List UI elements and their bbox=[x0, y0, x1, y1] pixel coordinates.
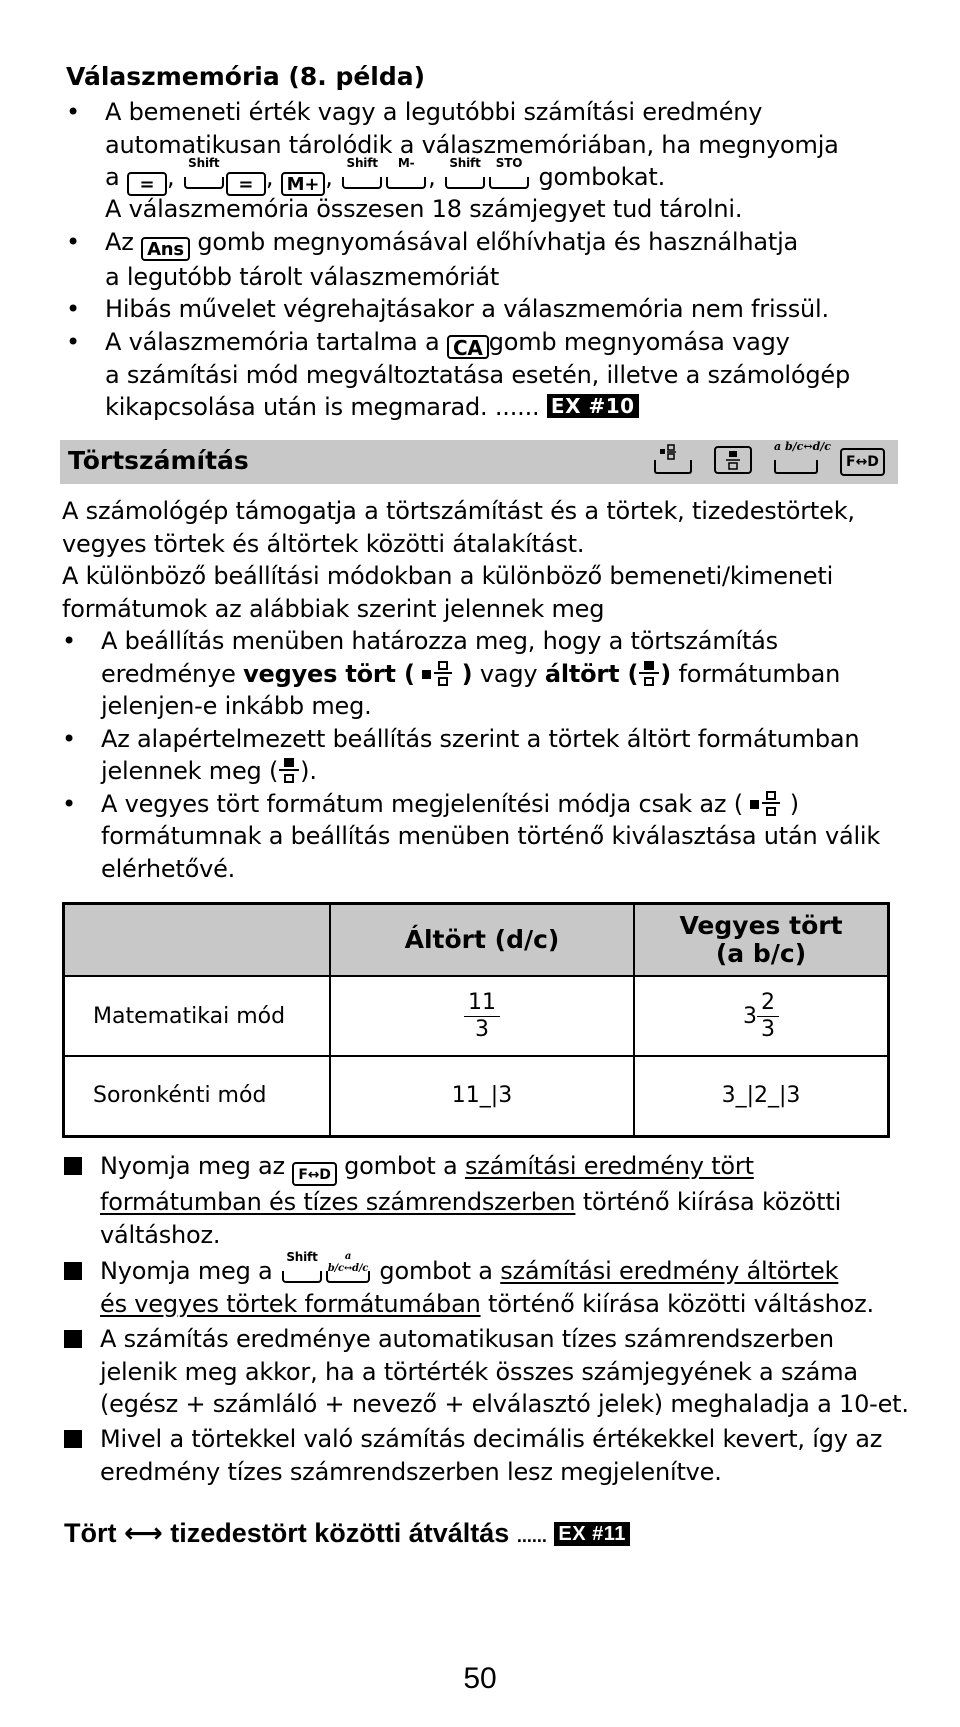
key-sequence-line: a = , Shift = , M+ , Shift M- , Shift STO gombokat. bbox=[105, 156, 666, 195]
note-marker bbox=[64, 1262, 82, 1280]
m-minus-key: M- bbox=[386, 163, 426, 189]
section-header-bar bbox=[60, 440, 898, 484]
sto-key: STO bbox=[489, 163, 529, 189]
double-arrow-icon: ⟷ bbox=[124, 1518, 163, 1549]
improper-fraction-symbol-icon bbox=[638, 660, 660, 688]
fractions-intro: A számológép támogatja a törtszámítást és a törtek, tizedestörtek, vegyes törtek és áltörtek közötti átalakítást. A különböző beállítási módokban a különböző bemeneti/kimeneti formátumok az alábbiak szerint jelennek meg bbox=[62, 497, 855, 623]
list-item: • A válaszmemória tartalma a CA gomb megnyomása vagy a számítási mód megváltoztatása esetén, illetve a számológép kikapcsolása után is megmarad. ...... EX #10 bbox=[66, 326, 906, 424]
abc-dc-key: a b/c↔d/c bbox=[326, 1257, 370, 1283]
section-title-fractions: Törtszámítás bbox=[68, 446, 249, 475]
note-marker bbox=[64, 1330, 82, 1348]
f-d-key: F↔D bbox=[292, 1162, 336, 1186]
header-key-icons bbox=[654, 440, 884, 474]
example-badge: EX #10 bbox=[547, 394, 639, 418]
mixed-fraction-symbol-icon bbox=[750, 790, 782, 818]
fraction-key-icon bbox=[714, 446, 752, 474]
mixed-fraction-key-icon bbox=[654, 446, 692, 474]
list-item: • Hibás művelet végrehajtásakor a válaszmemória nem frissül. bbox=[66, 293, 906, 326]
table-row bbox=[64, 1056, 889, 1136]
abc-dc-key-icon: a b/c↔d/c bbox=[774, 446, 818, 474]
cell-improper-line: 11_|3 bbox=[330, 1056, 634, 1136]
row-label: Soronkénti mód bbox=[64, 1056, 331, 1136]
list-item: • Az Ans gomb megnyomásával előhívhatja és használhatja a legutóbb tárolt válaszmemóriát bbox=[66, 226, 906, 294]
note-1: Nyomja meg az F↔D gombot a számítási eredmény tört formátumban és tízes számrendszerben történő kiírása közötti váltáshoz. bbox=[100, 1152, 842, 1249]
section-title-answer-memory: Válaszmemória (8. példa) bbox=[66, 62, 426, 91]
answer-memory-bullets bbox=[66, 96, 906, 424]
list-item: • A vegyes tört formátum megjelenítési módja csak az ( ) formátumnak a beállítás menüben történő kiválasztása után válik elérhetővé. bbox=[62, 788, 922, 886]
page-number: 50 bbox=[463, 1662, 497, 1695]
fractions-bullets bbox=[62, 625, 922, 885]
shift-key: Shift bbox=[342, 163, 382, 189]
note-marker bbox=[64, 1430, 82, 1448]
f-d-key-icon: F↔D bbox=[840, 446, 884, 474]
cell-mixed-math: 3 $\frac{2}{3}$ bbox=[634, 976, 889, 1056]
cell-improper-math: $\frac{11}{3}$ bbox=[330, 976, 634, 1056]
ca-key: CA bbox=[447, 335, 489, 359]
shift-key: Shift bbox=[282, 1257, 322, 1283]
row-label: Matematikai mód bbox=[64, 976, 331, 1056]
note-3: A számítás eredménye automatikusan tízes számrendszerben jelenik meg akkor, ha a törtérték összes számjegyének a száma (egész + számláló + nevező + elválasztó jelek) meghaladja a 10-et. bbox=[100, 1325, 909, 1418]
list-item: • A bemeneti érték vagy a legutóbbi számítási eredmény automatikusan tárolódik a válaszmemóriában, ha megnyomja a = , Shift = , M+ , Shift M- , Shift STO gombokat. A válaszmemória összesen 18 számjegyet tud tárolni. bbox=[66, 96, 906, 226]
cell-mixed-line: 3_|2_|3 bbox=[634, 1056, 889, 1136]
list-item: • A beállítás menüben határozza meg, hogy a törtszámítás eredménye vegyes tört ( ) vagy áltört ( ) formátumban jelenjen-e inkább meg. bbox=[62, 625, 922, 723]
note-4: Mivel a törtekkel való számítás decimális értékekkel kevert, így az eredmény tízes számrendszerben lesz megjelenítve. bbox=[100, 1425, 883, 1486]
shift-key: Shift bbox=[445, 163, 485, 189]
equals-key: = bbox=[226, 172, 266, 196]
shift-key: Shift bbox=[184, 163, 224, 189]
table-row bbox=[64, 976, 889, 1056]
m-plus-key: M+ bbox=[281, 172, 326, 196]
fraction-format-table bbox=[62, 902, 890, 1138]
list-item: • Az alapértelmezett beállítás szerint a törtek áltört formátumban jelennek meg ( ). bbox=[62, 723, 922, 788]
example-badge: EX #11 bbox=[554, 1522, 630, 1546]
ans-key: Ans bbox=[141, 237, 190, 261]
column-header-improper: Áltört (d/c) bbox=[330, 904, 634, 977]
conversion-heading: Tört ⟷ tizedestört közötti átváltás ...... EX #11 bbox=[64, 1518, 630, 1549]
improper-fraction-symbol-icon bbox=[278, 757, 300, 785]
equals-key: = bbox=[127, 172, 167, 196]
note-2: Nyomja meg a Shift a b/c↔d/c gombot a számítási eredmény áltörtek és vegyes törtek formátumában történő kiírása közötti váltáshoz. bbox=[100, 1250, 874, 1318]
mixed-fraction-symbol-icon bbox=[422, 660, 454, 688]
column-header-mixed: Vegyes tört (a b/c) bbox=[634, 904, 889, 977]
table-header-row bbox=[64, 904, 889, 977]
note-marker bbox=[64, 1157, 82, 1175]
